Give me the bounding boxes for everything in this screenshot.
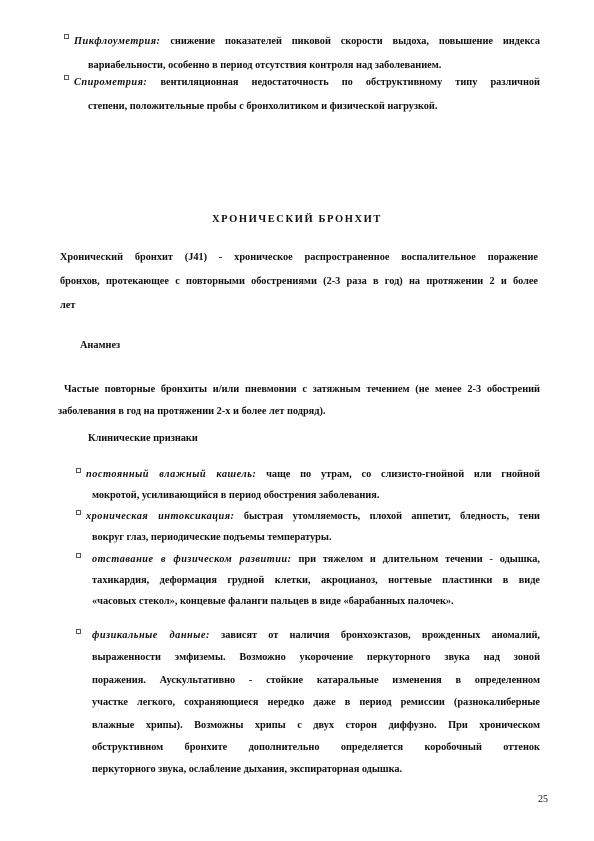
item-line <box>92 549 540 570</box>
item-line: обструктивном бронхите дополнительно определяется коробочный оттенок <box>92 742 540 754</box>
item-line: вокруг глаз, периодические подъемы температуры. <box>92 532 332 543</box>
item-text: чаще по утрам, со слизисто-гнойной или гнойной <box>266 469 541 480</box>
definition-paragraph <box>60 246 538 318</box>
paragraph-line: лет <box>60 300 76 311</box>
item-line: тахикардия, деформация грудной клетки, акроцианоз, ногтевые пластинки в виде <box>92 575 540 586</box>
item-line: перкуторного звука, ослабление дыхания, экспираторная одышка. <box>92 764 403 776</box>
item-line: влажные хрипы). Возможны хрипы с двух сторон диффузно. При хроническом <box>92 719 540 731</box>
square-bullet-icon <box>64 34 69 39</box>
list-item-cough <box>86 464 540 506</box>
list-item-physical <box>92 625 540 782</box>
item-line <box>86 464 540 485</box>
item-line <box>74 71 540 95</box>
item-text: вентиляционная недостаточность по обструктивному типу различной <box>160 77 540 88</box>
paragraph-line: Частые повторные бронхиты и/или пневмонии с затяжным течением (не менее 2-3 обострений <box>64 384 540 395</box>
item-term: отставание в физическом развитии: <box>92 554 292 565</box>
item-term: Спирометрия: <box>74 77 148 88</box>
item-text: зависят от наличия бронхоэктазов, врожденных аномалий, <box>221 630 541 641</box>
paragraph-line: бронхов, протекающее с повторными обострениями (2-3 раза в год) на протяжении 2 и более <box>60 276 538 287</box>
square-bullet-icon <box>76 553 81 558</box>
item-line: вариабельности, особенно в период отсутствия контроля над заболеванием. <box>88 60 442 71</box>
item-line <box>74 30 540 54</box>
item-line: поражения. Аускультативно - стойкие катаральные изменения в определенном <box>92 674 540 686</box>
item-line <box>86 506 540 527</box>
item-term: постоянный влажный кашель: <box>86 469 257 480</box>
anamnesis-heading: Анамнез <box>80 340 121 351</box>
page-number: 25 <box>538 794 548 805</box>
item-line: участке легкого, сохраняющиеся нередко даже в период ремиссии (разнокалиберные <box>92 697 540 709</box>
square-bullet-icon <box>64 75 69 80</box>
square-bullet-icon <box>76 629 81 634</box>
item-text: снижение показателей пиковой скорости выдоха, повышение индекса <box>170 36 540 47</box>
item-term: Пикфлоуметрия: <box>74 36 161 47</box>
item-term: физикальные данные: <box>92 630 210 641</box>
item-line: «часовых стекол», концевые фаланги пальцев в виде «барабанных палочек». <box>92 596 454 607</box>
paragraph-line: заболевания в год на протяжении 2-х и более лет подряд). <box>58 406 326 417</box>
section-title: ХРОНИЧЕСКИЙ БРОНХИТ <box>211 214 383 225</box>
item-line: мокротой, усиливающийся в период обострения заболевания. <box>92 490 380 501</box>
item-line: степени, положительные пробы с бронхолитиком и физической нагрузкой. <box>88 101 438 112</box>
square-bullet-icon <box>76 468 81 473</box>
list-item-spirometry <box>74 71 540 119</box>
item-term: хроническая интоксикация: <box>86 511 235 522</box>
item-text: быстрая утомляемость, плохой аппетит, бледность, тени <box>243 511 540 522</box>
item-line <box>92 625 540 647</box>
clinical-heading: Клинические признаки <box>88 433 198 444</box>
paragraph-line: Хронический бронхит (J41) - хроническое распространенное воспалительное поражение <box>60 252 538 263</box>
square-bullet-icon <box>76 510 81 515</box>
item-text: при тяжелом и длительном течении - одышка, <box>298 554 541 565</box>
anamnesis-paragraph <box>58 379 540 423</box>
item-line: выраженности эмфиземы. Возможно укорочение перкуторного звука над зоной <box>92 652 540 664</box>
list-item-development <box>92 549 540 612</box>
list-item-intoxication <box>86 506 540 548</box>
